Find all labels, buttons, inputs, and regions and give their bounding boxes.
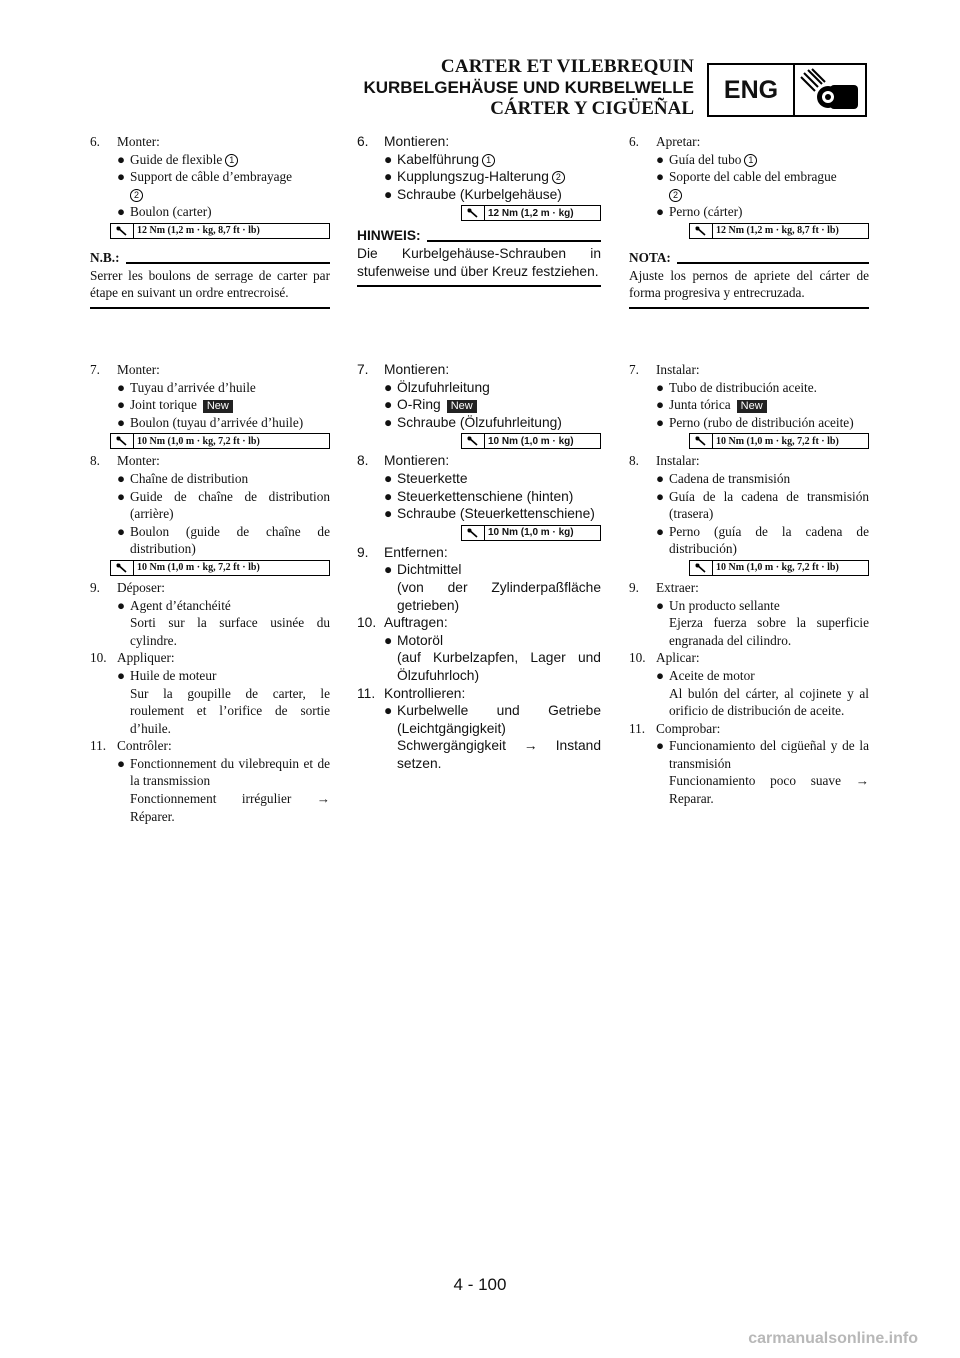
step-detail: Al bulón del cárter, al cojinete y al orificio de distribución de aceite. bbox=[669, 685, 869, 719]
section-badge-label: ENG bbox=[709, 65, 795, 115]
new-part-badge: New bbox=[737, 400, 767, 413]
list-item: ● Perno (guía de la cadena de distribución) bbox=[656, 523, 869, 557]
callout-number: 2 bbox=[130, 189, 143, 202]
torque-wrench-icon bbox=[462, 434, 485, 448]
step-7: 7. Monter: bbox=[90, 362, 160, 377]
column-spanish-top bbox=[629, 133, 869, 309]
column-french-top bbox=[90, 133, 330, 309]
list-item: ● Steuerkette bbox=[384, 470, 468, 486]
column-spanish-bottom bbox=[629, 361, 869, 808]
list-item: ● Guía de la cadena de transmisión (trasera) bbox=[656, 488, 869, 522]
note-box bbox=[90, 249, 330, 309]
step-11: 11. Comprobar: bbox=[629, 720, 721, 736]
list-item: ● Soporte del cable del embrague 2 bbox=[656, 169, 837, 200]
list-item: ● Schraube (Kurbelgehäuse) bbox=[384, 186, 562, 202]
callout-number: 2 bbox=[552, 171, 565, 184]
step-11: 11. Contrôler: bbox=[90, 738, 172, 754]
note-box bbox=[357, 227, 601, 287]
list-item: ● Aceite de motor bbox=[656, 667, 755, 683]
note-title: N.B.: bbox=[90, 249, 120, 265]
step-6: 6. Monter: bbox=[90, 134, 160, 149]
watermark: carmanualsonline.info bbox=[748, 1330, 918, 1347]
list-item: ● Schraube (Ölzufuhrleitung) bbox=[384, 414, 562, 430]
new-part-badge: New bbox=[203, 400, 233, 413]
list-item: ● Joint torique New bbox=[90, 396, 330, 414]
list-item: ● Boulon (tuyau d’arrivée d’huile) bbox=[117, 414, 304, 430]
callout-number: 1 bbox=[482, 154, 495, 167]
list-item: ● Schraube (Steuerkettenschiene) bbox=[384, 506, 595, 522]
list-item: ● Boulon (guide de chaîne de distribution) bbox=[117, 523, 330, 557]
step-7: 7. Instalar: bbox=[629, 362, 700, 377]
list-item: ● Chaîne de distribution bbox=[117, 470, 249, 486]
step-11: 11. Kontrollieren: bbox=[357, 685, 466, 701]
list-item: ● Guía del tubo 1 bbox=[629, 151, 869, 169]
note-box bbox=[629, 249, 869, 309]
list-item: ● Motoröl bbox=[384, 632, 444, 648]
list-item: ● Kurbelwelle und Getriebe (Leichtgängigkeit) bbox=[384, 703, 601, 736]
torque-wrench-icon bbox=[111, 224, 134, 238]
list-item: ● Kabelführung 1 bbox=[357, 151, 601, 169]
torque-spec: 12 Nm (1,2 m · kg, 8,7 ft · lb) bbox=[90, 223, 330, 239]
list-item: ● Tuyau d’arrivée d’huile bbox=[117, 379, 256, 395]
title-spanish: CÁRTER Y CIGÜEÑAL bbox=[490, 98, 694, 119]
list-item: ● Junta tórica New bbox=[629, 396, 869, 414]
list-item: ● Perno (rubo de distribución aceite) bbox=[656, 414, 854, 430]
list-item: ● Cadena de transmisión bbox=[656, 470, 791, 486]
step-8: 8. Instalar: bbox=[629, 453, 700, 469]
step-10: 10. Appliquer: bbox=[90, 650, 175, 666]
callout-number: 1 bbox=[225, 154, 238, 167]
page-number: 4 - 100 bbox=[453, 1275, 507, 1294]
step-8: 8. Montieren: bbox=[357, 453, 450, 469]
callout-number: 2 bbox=[669, 189, 682, 202]
torque-wrench-icon bbox=[690, 224, 713, 238]
column-german-bottom bbox=[357, 361, 601, 772]
list-item: ● Funcionamiento del cigüeñal y de la transmisión bbox=[656, 738, 869, 771]
callout-number: 1 bbox=[744, 154, 757, 167]
column-german-top bbox=[357, 133, 601, 287]
list-item: ● O-Ring New bbox=[357, 396, 601, 414]
torque-spec: 10 Nm (1,0 m · kg, 7,2 ft · lb) bbox=[629, 433, 869, 449]
torque-spec: 10 Nm (1,0 m · kg, 7,2 ft · lb) bbox=[90, 560, 330, 576]
note-text: Ajuste los pernos de apriete del cárter de forma progresiva y entrecruzada. bbox=[629, 267, 869, 309]
torque-spec: 10 Nm (1,0 m · kg, 7,2 ft · lb) bbox=[629, 560, 869, 576]
note-text: Serrer les boulons de serrage de carter par étape en suivant un ordre entrecroisé. bbox=[90, 267, 330, 309]
torque-wrench-icon bbox=[111, 561, 134, 575]
title-german: KURBELGEHÄUSE UND KURBELWELLE bbox=[363, 78, 694, 97]
list-item: ● Support de câble d’embrayage 2 bbox=[117, 169, 293, 200]
list-item: ● Un producto sellante bbox=[656, 597, 780, 613]
list-item: ● Huile de moteur bbox=[117, 667, 217, 683]
list-item: ● Agent d’étanchéité bbox=[117, 597, 231, 613]
column-french-bottom bbox=[90, 361, 330, 825]
title-french: CARTER ET VILEBREQUIN bbox=[440, 56, 694, 77]
step-9: 9. Extraer: bbox=[629, 579, 699, 595]
step-6: 6. Montieren: bbox=[357, 134, 450, 149]
torque-spec: 12 Nm (1,2 m · kg) bbox=[357, 205, 601, 221]
step-detail: Funcionamiento poco suave → Reparar. bbox=[669, 773, 869, 807]
torque-wrench-icon bbox=[111, 434, 134, 448]
step-detail: Sur la goupille de carter, le roulement et l’orifice de sortie d’huile. bbox=[130, 685, 330, 736]
torque-spec: 10 Nm (1,0 m · kg) bbox=[357, 525, 601, 541]
step-10: 10. Auftragen: bbox=[357, 615, 448, 631]
step-detail: Fonctionnement irrégulier → Réparer. bbox=[130, 791, 330, 824]
step-7: 7. Montieren: bbox=[357, 362, 450, 377]
list-item: ● Boulon (carter) bbox=[117, 204, 212, 220]
list-item: ● Ölzufuhrleitung bbox=[384, 379, 490, 395]
torque-spec: 10 Nm (1,0 m · kg) bbox=[357, 433, 601, 449]
step-9: 9. Entfernen: bbox=[357, 544, 448, 560]
step-detail: Schwergängigkeit → Instand setzen. bbox=[397, 738, 601, 771]
note-title: NOTA: bbox=[629, 249, 671, 265]
list-item: ● Guide de flexible 1 bbox=[90, 151, 330, 169]
torque-wrench-icon bbox=[690, 434, 713, 448]
note-title: HINWEIS: bbox=[357, 228, 421, 244]
section-badge bbox=[707, 63, 867, 117]
new-part-badge: New bbox=[447, 400, 477, 413]
step-6: 6. Apretar: bbox=[629, 134, 701, 149]
torque-spec: 10 Nm (1,0 m · kg, 7,2 ft · lb) bbox=[90, 433, 330, 449]
list-item: ● Perno (cárter) bbox=[656, 204, 743, 220]
torque-spec: 12 Nm (1,2 m · kg, 8,7 ft · lb) bbox=[629, 223, 869, 239]
step-detail: (von der Zylinderpaßfläche getrieben) bbox=[397, 579, 601, 613]
torque-wrench-icon bbox=[462, 526, 485, 540]
step-9: 9. Déposer: bbox=[90, 579, 165, 595]
list-item: ● Dichtmittel bbox=[384, 562, 462, 578]
list-item: ● Tubo de distribución aceite. bbox=[656, 379, 817, 395]
header-titles bbox=[363, 56, 694, 120]
list-item: ● Fonctionnement du vilebrequin et de la transmission bbox=[117, 755, 330, 789]
step-detail: Ejerza fuerza sobre la superficie engranada del cilindro. bbox=[669, 615, 869, 648]
step-8: 8. Monter: bbox=[90, 453, 160, 469]
step-detail: Sorti sur la surface usinée du cylindre. bbox=[130, 615, 330, 648]
list-item: ● Kupplungszug-Halterung 2 bbox=[357, 168, 601, 186]
note-text: Die Kurbelgehäuse-Schrauben in stufenweise und über Kreuz festziehen. bbox=[357, 245, 601, 287]
torque-wrench-icon bbox=[690, 561, 713, 575]
engine-piston-icon bbox=[795, 65, 865, 115]
list-item: ● Guide de chaîne de distribution (arrière) bbox=[117, 488, 330, 522]
step-detail: (auf Kurbelzapfen, Lager und Ölzufuhrloch) bbox=[397, 650, 601, 683]
list-item: ● Steuerkettenschiene (hinten) bbox=[384, 488, 574, 504]
step-10: 10. Aplicar: bbox=[629, 650, 700, 666]
torque-wrench-icon bbox=[462, 206, 485, 220]
